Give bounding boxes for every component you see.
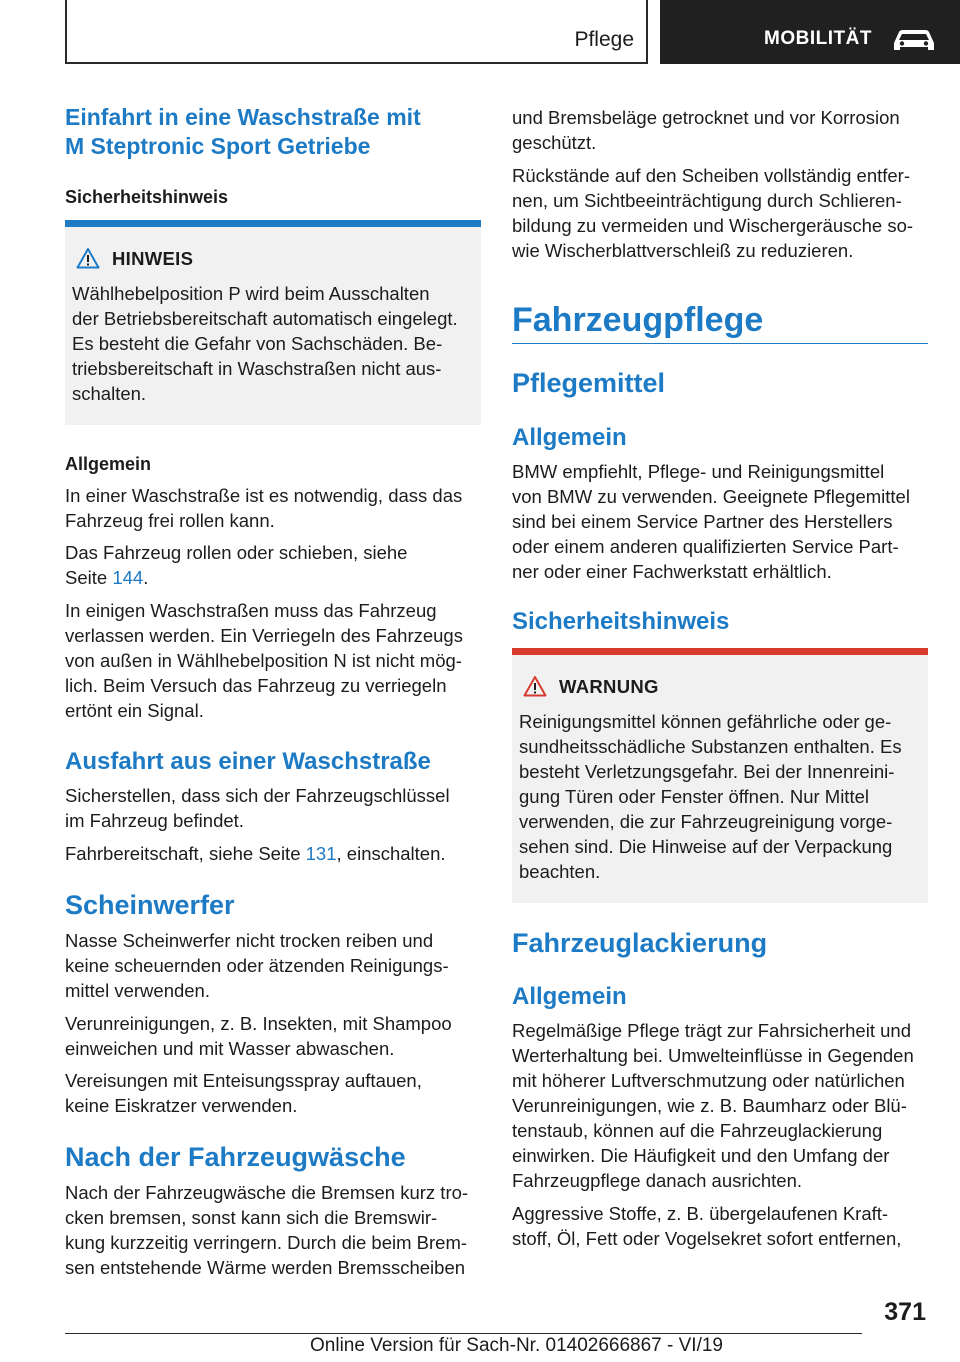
notice-title: WARNUNG [559, 676, 659, 697]
safety-heading-left: Sicherheitshinweis [65, 187, 229, 207]
allgemein-heading: Allgemein [65, 454, 152, 474]
paragraph: Das Fahrzeug rollen oder schieben, siehe Seite 144. [65, 542, 408, 588]
notice-bar [512, 648, 928, 655]
notice-title: HINWEIS [112, 248, 194, 269]
notice-box-warnung [512, 648, 928, 903]
washing-title [65, 103, 481, 161]
paragraph: Regelmäßige Pflege trägt zur Fahrsicherheit und Werterhaltung bei. Umwelteinflüsse in Gegenden mit höherer Luftverschmutzung oder natürlichen Verunreinigungen, wie z. B. Baumharz oder Blü- tenstaub, können auf die Fahrzeuglackierung einwirken. Die Häufigkeit und den Umfang der Fahrzeugpflege danach ausrichten. [512, 1020, 914, 1191]
page-number: 371 [884, 1298, 926, 1326]
notice-bar [65, 220, 481, 227]
chapter-title: Fahrzeugpflege [512, 301, 764, 339]
allgemein-heading: Allgemein [512, 424, 627, 451]
paragraph: In einer Waschstraße ist es notwendig, dass das Fahrzeug frei rollen kann. [65, 485, 463, 531]
paragraph: BMW empfiehlt, Pflege- und Reinigungsmittel von BMW zu verwenden. Geeignete Pflegemittel sind bei einem Service Partner des Herstellers oder einem anderen qualifizierten Service Part- ner oder einer Fachwerkstatt erhältlich. [512, 461, 910, 582]
paragraph: Rückstände auf den Scheiben vollständig entfer- nen, um Sichtbeeinträchtigung durch Schlieren- bildung zu vermeiden und Wischergeräusche so- wie Wischerblattverschleiß zu reduzieren. [512, 165, 914, 261]
paragraph: Aggressive Stoffe, z. B. übergelaufenen Kraft- stoff, Öl, Fett oder Vogelsekret sofort entfernen, [512, 1203, 902, 1249]
paragraph: Fahrbereitschaft, siehe Seite 131, einschalten. [65, 843, 446, 864]
warning-triangle-icon [523, 675, 547, 697]
paragraph: Nasse Scheinwerfer nicht trocken reiben und keine scheuernden oder ätzenden Reinigungs- mittel verwenden. [65, 930, 449, 1001]
footer-version: Online Version für Sach-Nr. 01402666867 - VI/19 [310, 1335, 723, 1356]
page-link-144[interactable]: 144 [112, 567, 144, 588]
page-link-131[interactable]: 131 [305, 843, 337, 864]
ausfahrt-heading: Ausfahrt aus einer Waschstraße [65, 748, 431, 775]
header-chapter-box [660, 0, 960, 64]
paragraph: Sicherstellen, dass sich der Fahrzeugschlüssel im Fahrzeug befindet. [65, 785, 450, 831]
chapter-title-rule [512, 343, 928, 344]
paragraph: Vereisungen mit Enteisungsspray auftauen, keine Eiskratzer verwenden. [65, 1070, 422, 1116]
notice-box-hinweis [65, 220, 481, 425]
pflegemittel-heading: Pflegemittel [512, 368, 666, 398]
paragraph: In einigen Waschstraßen muss das Fahrzeug verlassen werden. Ein Verriegeln des Fahrzeugs von außen in Wählhebelposition N ist nicht mög- lich. Beim Versuch das Fahrzeug zu verriegeln ertönt ein Signal. [65, 600, 463, 721]
washing-title-line1: Einfahrt in eine Waschstraße mit [65, 104, 421, 130]
paragraph: Verunreinigungen, z. B. Insekten, mit Shampoo einweichen und mit Wasser abwaschen. [65, 1013, 452, 1059]
notice-text: Reinigungsmittel können gefährliche oder ge- sundheitsschädliche Substanzen enthalten. Es besteht Verletzungsgefahr. Bei der Innenreini- gung Türen oder Fenster öffnen. Nur Mittel verwenden, die zur Fahrzeugreinigung vorge- sehen sind. Die Hinweise auf der Verpackung beachten. [519, 711, 902, 882]
scheinwerfer-heading: Scheinwerfer [65, 890, 235, 920]
chapter-name: MOBILITÄT [764, 28, 872, 49]
car-icon [890, 27, 938, 53]
paragraph: Nach der Fahrzeugwäsche die Bremsen kurz tro- cken bremsen, sonst kann sich die Bremswir- kung kurzzeitig verringern. Durch die beim Brem- sen entstehende Wärme werden Bremsscheiben [65, 1182, 469, 1278]
footer-rule [65, 1333, 862, 1334]
header-section-box [65, 0, 648, 64]
notice-text: Wählhebelposition P wird beim Ausschalten der Betriebsbereitschaft automatisch eingelegt. Es besteht die Gefahr von Sachschäden. Be- triebsbereitschaft in Waschstraßen nicht aus- schalten. [72, 283, 458, 404]
paragraph: und Bremsbeläge getrocknet und vor Korrosion geschützt. [512, 107, 900, 153]
section-name: Pflege [574, 28, 634, 51]
lackierung-heading: Fahrzeuglackierung [512, 928, 768, 958]
safety-heading-right: Sicherheitshinweis [512, 608, 730, 635]
nach-waesche-heading: Nach der Fahrzeugwäsche [65, 1142, 406, 1172]
allgemein-heading: Allgemein [512, 983, 627, 1010]
warning-triangle-icon [76, 247, 100, 269]
washing-title-line2: M Steptronic Sport Getriebe [65, 133, 371, 159]
